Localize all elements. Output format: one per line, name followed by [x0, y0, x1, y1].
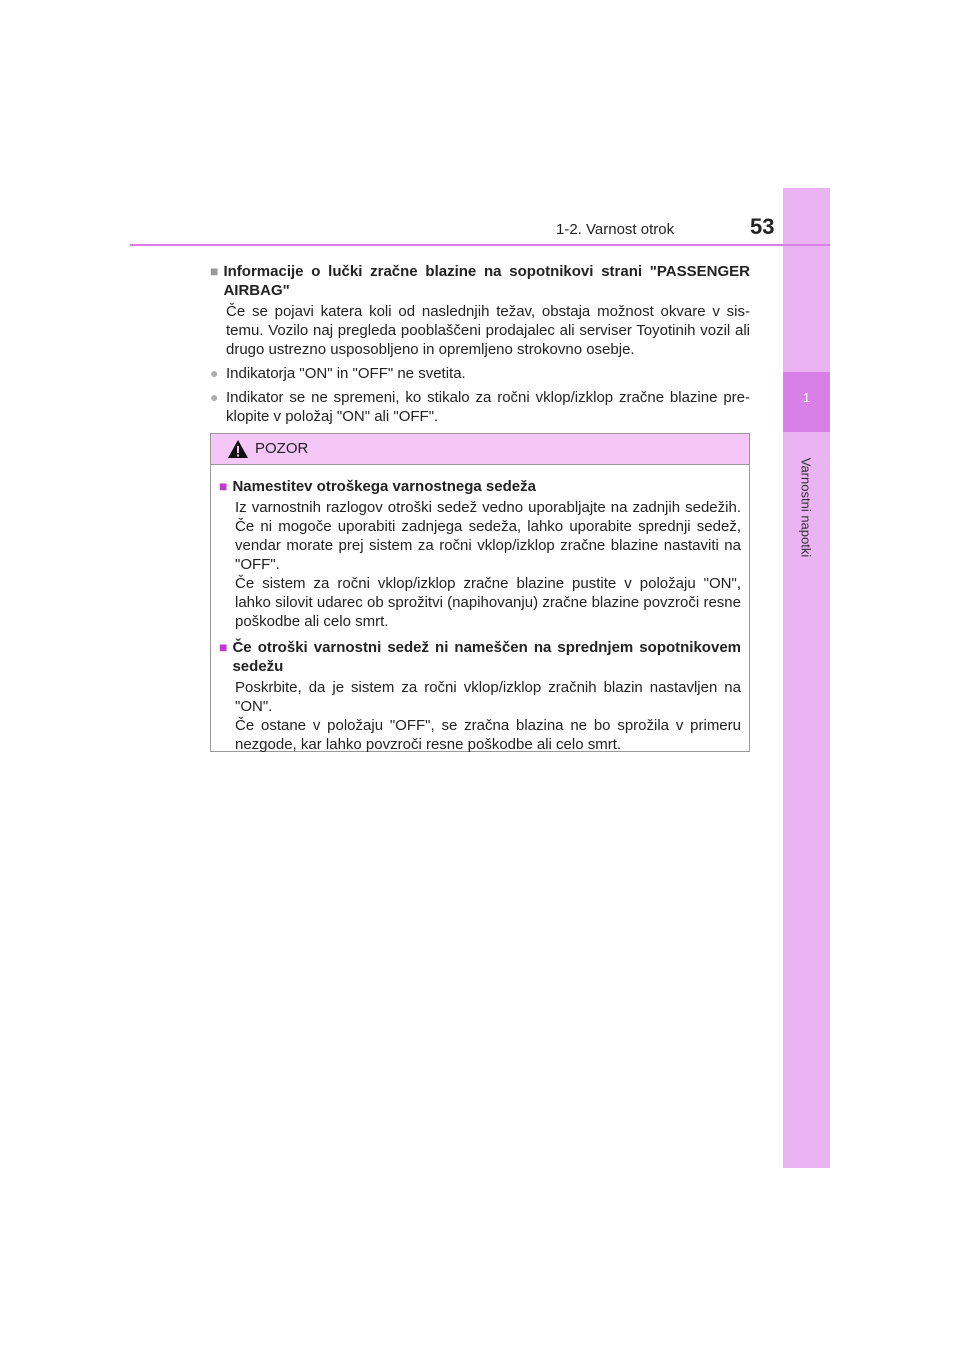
- warning-section-heading: [219, 638, 741, 676]
- warning-triangle-icon: [227, 439, 249, 464]
- side-tab-chapter-number: 1: [783, 372, 830, 432]
- warning-paragraph: Če ostane v položaju "OFF", se zračna blazina ne bo sprožila v primeru nezgode, kar lahko povzroči resne poškodbe ali celo smrt.: [235, 717, 741, 753]
- warning-heading-text: Če otroški varnostni sedež ni nameščen na sprednjem sopotnikovem sedežu: [232, 639, 741, 675]
- square-bullet-icon: ■: [210, 263, 219, 279]
- main-content: [210, 262, 750, 426]
- bullet-text: Indikator se ne spremeni, ko stikalo za ročni vklop/izklop zračne blazine pre-klopite v položaj "ON" ali "OFF".: [226, 389, 750, 425]
- list-item: [210, 388, 750, 426]
- warning-heading-text: Namestitev otroškega varnostnega sedeža: [232, 478, 536, 495]
- section-title: 1-2. Varnost otrok: [556, 221, 675, 238]
- side-tab-label: Varnostni napotki: [798, 457, 814, 558]
- page-number: 53: [750, 214, 775, 239]
- warning-body: [211, 465, 749, 754]
- warning-paragraph: Poskrbite, da je sistem za ročni vklop/izklop zračnih blazin nastavljen na "ON".: [235, 679, 741, 715]
- warning-paragraph: Če sistem za ročni vklop/izklop zračne blazine pustite v položaju "ON", lahko silovit udarec ob sprožitvi (napihovanju) zračne blazine povzroči resne poškodbe ali celo smrt.: [235, 575, 741, 630]
- circle-bullet-icon: ●: [210, 389, 219, 405]
- side-tab: [783, 188, 830, 1168]
- warning-title: POZOR: [255, 440, 309, 457]
- bullet-text: Indikatorja "ON" in "OFF" ne svetita.: [226, 365, 466, 382]
- main-heading-row: [210, 262, 750, 300]
- warning-box: [210, 433, 750, 752]
- square-bullet-icon: ■: [219, 639, 228, 655]
- list-item: [210, 364, 750, 383]
- header-divider: [130, 244, 830, 246]
- circle-bullet-icon: ●: [210, 365, 219, 381]
- square-bullet-icon: ■: [219, 478, 228, 494]
- warning-header: [211, 434, 749, 465]
- main-paragraph: Če se pojavi katera koli od naslednjih težav, obstaja možnost okvare v sis-temu. Vozilo naj pregleda pooblaščeni prodajalec ali serviser Toyotinih vozil ali drugo ustrezno usposobljeno in opremljeno strokovno osebje.: [226, 303, 750, 358]
- main-heading: Informacije o lučki zračne blazine na sopotnikovi strani "PASSENGER AIRBAG": [223, 263, 750, 299]
- warning-section-heading: [219, 477, 741, 496]
- warning-paragraph: Iz varnostnih razlogov otroški sedež vedno uporabljajte na zadnjih sedežih. Če ni mogoče uporabiti zadnjega sedeža, lahko uporabite sprednji sedež, vendar morate prej sistem za ročni vklop/izklop zračne blazine nastaviti na "OFF".: [235, 499, 741, 573]
